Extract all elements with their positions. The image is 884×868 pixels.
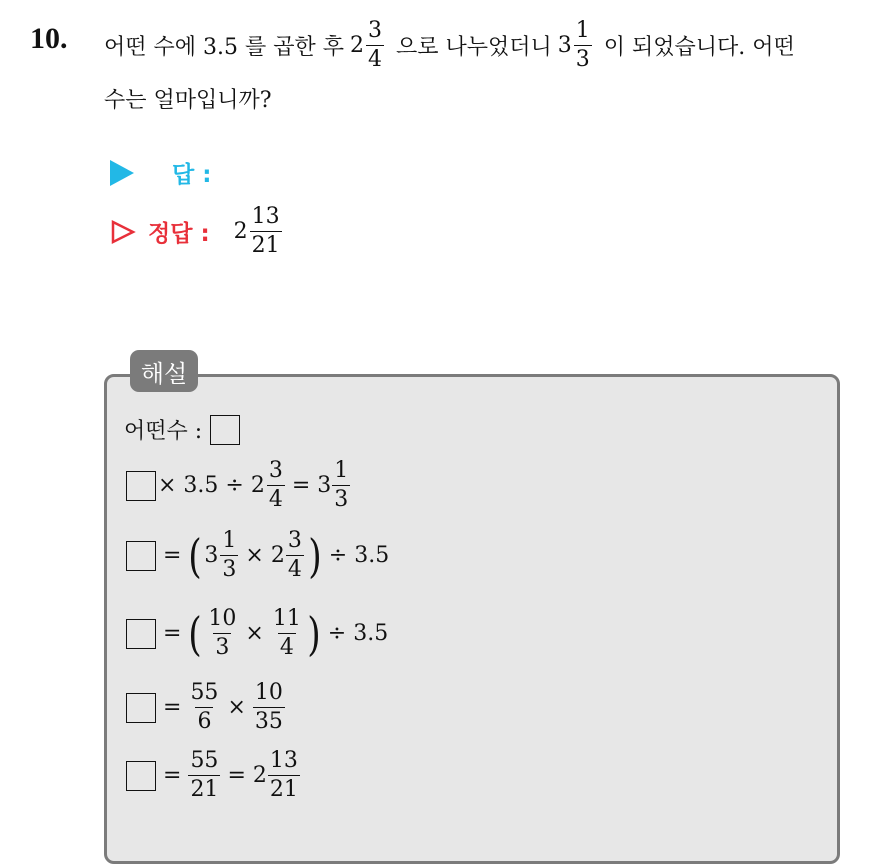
- solution-line-2: [124, 530, 394, 581]
- numerator: 3: [287, 528, 302, 553]
- question-text-b: 으로 나누었더니: [395, 34, 552, 60]
- unknown-box: [126, 619, 156, 649]
- question-text-c: 이 되었습니다. 어떤: [603, 34, 795, 60]
- equals-sign: =: [163, 695, 182, 720]
- equals-sign: =: [163, 543, 182, 568]
- denominator: 3: [222, 557, 237, 582]
- expr-text: × 3.5 ÷ 2: [158, 473, 265, 498]
- mixed-number-whole: 3: [557, 32, 572, 58]
- numerator: 13: [269, 748, 298, 773]
- mixed-number-whole: 2: [233, 219, 248, 244]
- expr-text: = 3: [291, 473, 332, 498]
- denominator: 3: [575, 46, 590, 72]
- denominator: 21: [251, 233, 280, 258]
- equals-sign: =: [163, 763, 182, 788]
- mixed-number-whole: 3: [204, 543, 219, 568]
- question-line-1: [104, 14, 795, 76]
- fraction: [332, 460, 350, 511]
- unknown-box: [126, 693, 156, 723]
- numerator: 13: [251, 204, 280, 229]
- numerator: 55: [190, 680, 219, 705]
- denominator: 21: [269, 777, 298, 802]
- expr-text: ÷ 3.5: [327, 621, 389, 646]
- solution-line-4: [124, 682, 287, 733]
- right-paren: ): [308, 528, 322, 583]
- question-text-a: 어떤 수에 3.5 를 곱한 후: [104, 34, 344, 60]
- unknown-box: [126, 761, 156, 791]
- question-line-2: 수는 얼마입니까?: [104, 87, 272, 113]
- denominator: 3: [215, 635, 230, 660]
- unknown-box: [126, 541, 156, 571]
- mixed-number-whole: 2: [349, 32, 364, 58]
- expr-text: × 2: [245, 543, 285, 568]
- denominator: 35: [254, 709, 283, 734]
- solution-line-3: [124, 608, 393, 659]
- fraction: [268, 750, 300, 801]
- denominator: 4: [268, 487, 283, 512]
- equals-sign: =: [163, 621, 182, 646]
- fraction: [366, 17, 384, 72]
- solution-line-5: [124, 750, 302, 801]
- numerator: 3: [367, 17, 382, 43]
- question-number: 10.: [30, 22, 68, 55]
- play-triangle-icon: [110, 160, 134, 186]
- numerator: 1: [575, 17, 590, 43]
- solution-intro: [124, 414, 242, 445]
- numerator: 1: [222, 528, 237, 553]
- denominator: 6: [197, 709, 212, 734]
- denominator: 3: [334, 487, 349, 512]
- numerator: 10: [208, 606, 237, 631]
- correct-answer-row: [110, 206, 284, 257]
- expr-text: ÷ 3.5: [328, 543, 390, 568]
- unknown-box: [210, 415, 240, 445]
- fraction: [271, 608, 303, 659]
- denominator: 21: [190, 777, 219, 802]
- denominator: 4: [279, 635, 294, 660]
- explanation-tag: 해설: [130, 350, 198, 392]
- denominator: 4: [287, 557, 302, 582]
- intro-text: 어떤수 :: [124, 419, 203, 444]
- fraction: [188, 750, 220, 801]
- numerator: 10: [254, 680, 283, 705]
- denominator: 4: [367, 46, 382, 72]
- fraction: [220, 530, 238, 581]
- expr-text: = 2: [227, 763, 267, 788]
- fraction: [286, 530, 304, 581]
- numerator: 1: [334, 458, 349, 483]
- solution-line-1: [124, 460, 352, 511]
- fraction: [188, 682, 220, 733]
- fraction: [574, 17, 592, 72]
- right-paren: ): [307, 606, 321, 661]
- unknown-box: [126, 471, 156, 501]
- correct-answer-value: [234, 206, 284, 257]
- times-sign: ×: [227, 695, 246, 720]
- answer-label: 답 :: [172, 162, 212, 188]
- numerator: 3: [268, 458, 283, 483]
- left-paren: (: [188, 606, 203, 661]
- numerator: 11: [272, 606, 301, 631]
- fraction: [267, 460, 285, 511]
- outline-triangle-icon: [110, 219, 136, 245]
- numerator: 55: [190, 748, 219, 773]
- fraction: [206, 608, 238, 659]
- times-sign: ×: [245, 621, 264, 646]
- correct-answer-label: 정답 :: [148, 221, 210, 247]
- fraction: [253, 682, 285, 733]
- fraction: [250, 206, 282, 257]
- answer-row: [110, 156, 211, 189]
- left-paren: (: [188, 528, 203, 583]
